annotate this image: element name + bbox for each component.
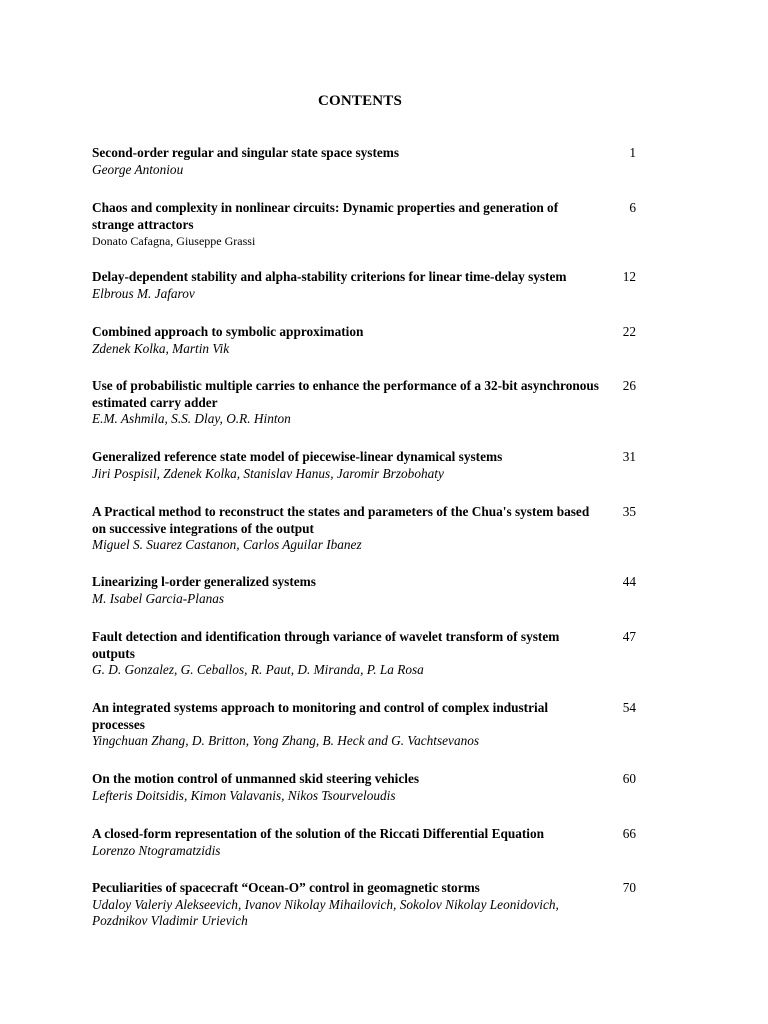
entry-title: Linearizing l-order generalized systems — [92, 574, 316, 589]
entry-title: Fault detection and identification through variance of wavelet transform of system outputs — [92, 629, 560, 661]
entry-page-number: 1 — [629, 145, 636, 160]
entry-title: Delay-dependent stability and alpha-stability criterions for linear time-delay system — [92, 269, 567, 284]
entry-authors: Lorenzo Ntogramatzidis — [92, 842, 221, 858]
entry-authors: Miguel S. Suarez Castanon, Carlos Aguilar Ibanez — [92, 537, 362, 552]
entry-authors: Lefteris Doitsidis, Kimon Valavanis, Nikos Tsourveloudis — [92, 787, 396, 803]
entry-authors: M. Isabel Garcia-Planas — [92, 590, 225, 606]
toc-entry — [92, 269, 640, 302]
entry-page-number: 22 — [622, 324, 636, 339]
toc-entry — [92, 378, 640, 427]
entry-authors: Yingchuan Zhang, D. Britton, Yong Zhang, B. Heck and G. Vachtsevanos — [92, 733, 480, 748]
entry-title: Chaos and complexity in nonlinear circuits: Dynamic properties and generation of strange attractors — [92, 200, 559, 232]
entry-title: Peculiarities of spacecraft “Ocean-O” control in geomagnetic storms — [92, 880, 480, 895]
entry-page-number: 35 — [622, 504, 636, 519]
entry-title: Second-order regular and singular state space systems — [92, 145, 400, 160]
entry-page-number: 60 — [622, 771, 636, 786]
toc-entry — [92, 324, 640, 357]
entry-page-number: 6 — [629, 200, 636, 215]
entry-title: An integrated systems approach to monitoring and control of complex industrial processes — [92, 700, 549, 732]
toc-entry — [92, 200, 640, 249]
entry-title: Generalized reference state model of piecewise-linear dynamical systems — [92, 449, 503, 464]
entry-page-number: 26 — [622, 378, 636, 393]
entry-authors: E.M. Ashmila, S.S. Dlay, O.R. Hinton — [92, 411, 291, 426]
entry-page-number: 31 — [622, 449, 636, 464]
entry-authors: Udaloy Valeriy Alekseevich, Ivanov Nikolay Mihailovich, Sokolov Nikolay Leonidovich, Pozdnikov Vladimir Urievich — [92, 896, 559, 928]
entry-page-number: 12 — [622, 269, 636, 284]
toc-entry — [92, 771, 640, 804]
toc-entry — [92, 504, 640, 553]
entry-title: On the motion control of unmanned skid steering vehicles — [92, 771, 420, 786]
toc-entry — [92, 145, 640, 178]
entry-authors: Elbrous M. Jafarov — [92, 285, 195, 301]
entry-page-number: 70 — [622, 880, 636, 895]
toc-entry — [92, 629, 640, 678]
entry-authors: Jiri Pospisil, Zdenek Kolka, Stanislav Hanus, Jaromir Brzobohaty — [92, 465, 444, 481]
toc-entry — [92, 700, 640, 749]
entry-page-number: 47 — [622, 629, 636, 644]
entry-authors: G. D. Gonzalez, G. Ceballos, R. Paut, D. Miranda, P. La Rosa — [92, 662, 424, 677]
entry-page-number: 44 — [622, 574, 636, 589]
entry-page-number: 54 — [622, 700, 636, 715]
toc-entry — [92, 449, 640, 482]
entry-authors: Donato Cafagna, Giuseppe Grassi — [92, 234, 256, 248]
toc-entry — [92, 826, 640, 859]
contents-heading: CONTENTS — [317, 93, 403, 109]
toc-entry — [92, 574, 640, 607]
entry-title: Combined approach to symbolic approximation — [92, 324, 364, 339]
entry-authors: George Antoniou — [92, 161, 184, 177]
entry-page-number: 66 — [622, 826, 636, 841]
entry-title: Use of probabilistic multiple carries to enhance the performance of a 32-bit asynchronous estimated carry adder — [92, 378, 599, 410]
entry-title: A Practical method to reconstruct the states and parameters of the Chua's system based on successive integrations of the output — [92, 504, 590, 536]
toc-entry — [92, 880, 640, 929]
entry-authors: Zdenek Kolka, Martin Vik — [92, 340, 230, 356]
entry-title: A closed-form representation of the solution of the Riccati Differential Equation — [92, 826, 545, 841]
